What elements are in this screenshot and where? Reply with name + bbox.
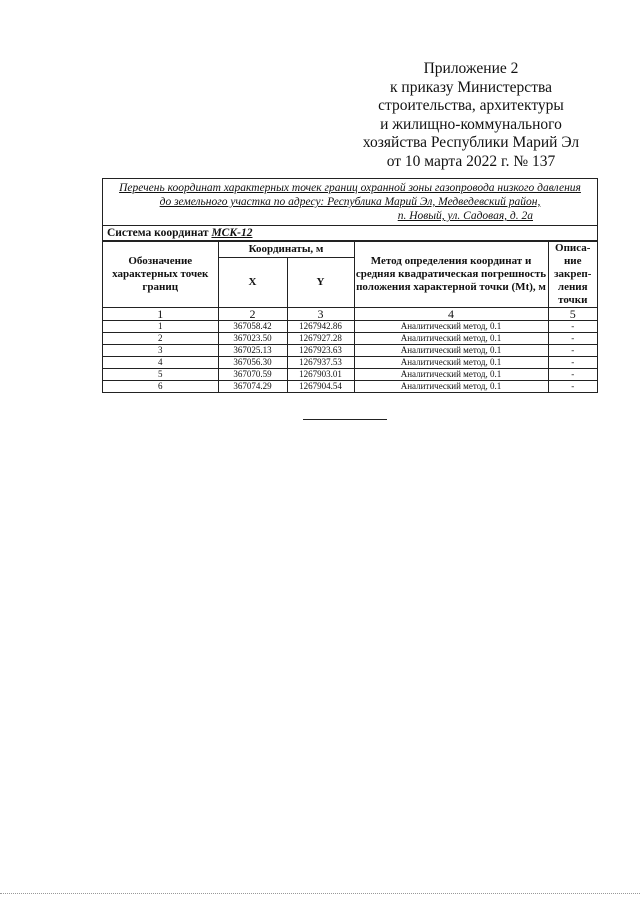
column-number: 5 [548, 308, 597, 321]
header-x: X [218, 258, 287, 308]
description-cell: - [548, 369, 597, 381]
point-number: 4 [103, 357, 218, 369]
point-number: 1 [103, 321, 218, 333]
column-number-row [103, 308, 597, 321]
table-row [103, 345, 597, 357]
coord-y: 1267927.28 [287, 333, 354, 345]
coord-y: 1267904.54 [287, 381, 354, 393]
table-row [103, 369, 597, 381]
coordinate-system [103, 226, 597, 241]
table-row [103, 321, 597, 333]
description-cell: - [548, 381, 597, 393]
system-label: Система координат [107, 227, 209, 239]
table-row [103, 381, 597, 393]
point-number: 6 [103, 381, 218, 393]
header-coordinates: Координаты, м [218, 242, 354, 258]
table-row [103, 357, 597, 369]
system-value: МСК-12 [211, 227, 253, 239]
description-cell: - [548, 333, 597, 345]
coordinates-document [102, 178, 598, 393]
column-number: 3 [287, 308, 354, 321]
coord-x: 367025.13 [218, 345, 287, 357]
coord-x: 367070.59 [218, 369, 287, 381]
header-line: строительства, архитектуры [378, 97, 564, 114]
coord-y: 1267937.53 [287, 357, 354, 369]
table-row [103, 333, 597, 345]
point-number: 5 [103, 369, 218, 381]
coordinates-table [103, 241, 597, 392]
method-cell: Аналитический метод, 0.1 [354, 321, 548, 333]
method-cell: Аналитический метод, 0.1 [354, 357, 548, 369]
coord-x: 367023.50 [218, 333, 287, 345]
method-cell: Аналитический метод, 0.1 [354, 369, 548, 381]
column-number: 4 [354, 308, 548, 321]
header-description: Описа-ние закреп-ления точки [548, 242, 597, 308]
title-line: п. Новый, ул. Садовая, д. 2а [397, 210, 533, 222]
header-line: хозяйства Республики Марий Эл [362, 134, 580, 151]
header-method: Метод определения координат и средняя квадратическая погрешность положения характерной точки (Mt), м [354, 242, 548, 308]
method-cell: Аналитический метод, 0.1 [354, 333, 548, 345]
header-designation: Обозначение характерных точек границ [103, 242, 218, 308]
description-cell: - [548, 321, 597, 333]
coord-x: 367058.42 [218, 321, 287, 333]
header-line: Приложение 2 [423, 60, 519, 77]
table-title [103, 179, 597, 226]
title-line: Перечень координат характерных точек границ охранной зоны газопровода низкого давления [119, 182, 581, 194]
column-number: 1 [103, 308, 218, 321]
point-number: 2 [103, 333, 218, 345]
header-line: и жилищно-коммунального [380, 115, 562, 133]
coord-x: 367056.30 [218, 357, 287, 369]
coord-y: 1267942.86 [287, 321, 354, 333]
coord-x: 367074.29 [218, 381, 287, 393]
header-line: к приказу Министерства [390, 78, 552, 96]
coord-y: 1267903.01 [287, 369, 354, 381]
coord-y: 1267923.63 [287, 345, 354, 357]
description-cell: - [548, 357, 597, 369]
scan-edge-line [0, 893, 640, 894]
point-number: 3 [103, 345, 218, 357]
method-cell: Аналитический метод, 0.1 [354, 345, 548, 357]
header-line: от 10 марта 2022 г. № 137 [386, 152, 556, 170]
method-cell: Аналитический метод, 0.1 [354, 381, 548, 393]
end-divider [303, 419, 387, 420]
appendix-header [360, 60, 582, 171]
column-number: 2 [218, 308, 287, 321]
title-line: до земельного участка по адресу: Республика Марий Эл, Медведевский район, [159, 196, 541, 208]
description-cell: - [548, 345, 597, 357]
header-y: Y [287, 258, 354, 308]
